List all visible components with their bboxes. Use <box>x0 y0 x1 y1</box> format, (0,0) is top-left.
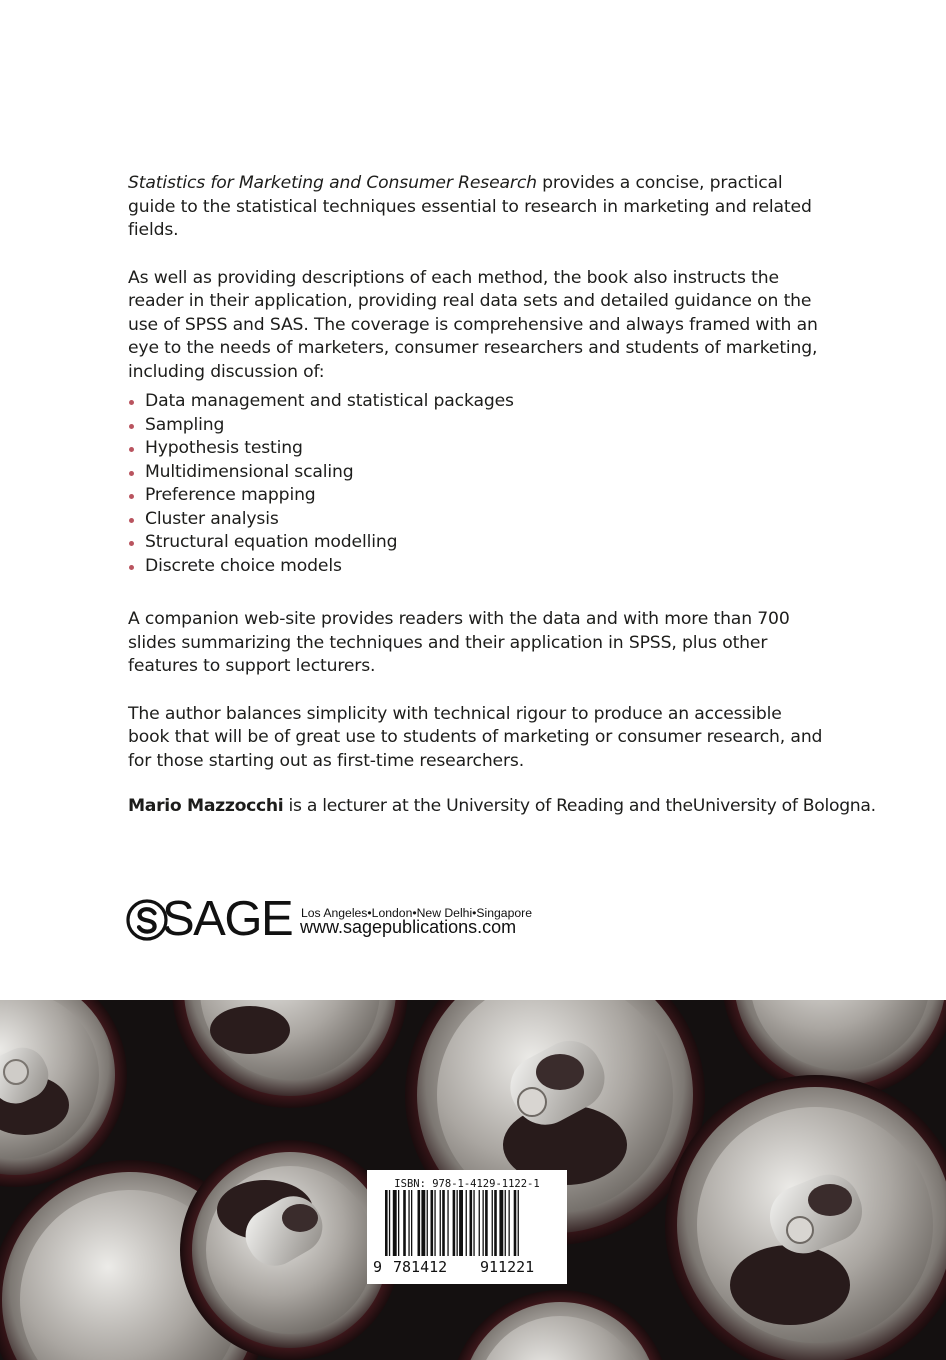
barcode-bar <box>479 1190 480 1256</box>
barcode-bar <box>509 1190 510 1256</box>
book-title: Statistics for Marketing and Consumer Research <box>128 173 537 193</box>
intro-text: provides a concise, practical guide to the statistical techniques essential to research in marketing and related fields. <box>128 173 812 240</box>
barcode-bar <box>403 1190 406 1256</box>
sage-wordmark: SAGE <box>162 892 293 946</box>
barcode-left-digits: 781412 <box>393 1258 448 1276</box>
list-item: Multidimensional scaling <box>128 461 828 485</box>
summary-paragraph: The author balances simplicity with technical rigour to produce an accessible book that will be of great use to students of marketing or consumer research, and for those starting out as first-time researchers. <box>128 703 823 771</box>
barcode-bar <box>453 1190 456 1256</box>
barcode-bar <box>389 1190 390 1256</box>
bullet-icon <box>129 541 134 546</box>
list-item: Preference mapping <box>128 484 828 508</box>
barcode-bar <box>514 1190 517 1256</box>
bullet-icon <box>129 565 134 570</box>
barcode-bar <box>483 1190 484 1256</box>
author-name: Mario Mazzocchi <box>128 796 284 816</box>
list-item: Hypothesis testing <box>128 437 828 461</box>
barcode-bar <box>411 1190 412 1256</box>
barcode-bar <box>485 1190 488 1256</box>
barcode-bar <box>431 1190 434 1256</box>
barcode-bar <box>440 1190 441 1256</box>
author-bio-text: is a lecturer at the University of Reading and theUniversity of Bologna. <box>283 796 876 816</box>
bullet-icon <box>129 447 134 452</box>
barcode-bar <box>442 1190 445 1256</box>
isbn-barcode-box <box>367 1170 567 1284</box>
bullet-icon <box>129 494 134 499</box>
barcode-bar <box>385 1190 388 1256</box>
barcode-bar <box>466 1190 467 1256</box>
barcode-bar <box>421 1190 425 1256</box>
bullet-icon <box>129 471 134 476</box>
publisher-cities: Los Angeles•London•New Delhi•Singapore <box>301 906 532 920</box>
intro-paragraph <box>128 172 828 243</box>
barcode-bar <box>457 1190 458 1256</box>
barcode-bar <box>447 1190 448 1256</box>
barcode-bar <box>499 1190 503 1256</box>
barcode-bar <box>492 1190 493 1256</box>
list-item: Sampling <box>128 414 828 438</box>
barcode-right-digits: 911221 <box>480 1258 535 1276</box>
back-cover-description <box>128 172 828 797</box>
topic-list <box>128 390 828 578</box>
cover-photo-cans <box>0 1000 946 1360</box>
list-item: Structural equation modelling <box>128 531 828 555</box>
barcode-bar <box>418 1190 421 1256</box>
barcode-bar <box>459 1190 463 1256</box>
barcode-bar <box>434 1190 435 1256</box>
barcode-bar <box>505 1190 506 1256</box>
barcode-bar <box>473 1190 474 1256</box>
isbn-label: ISBN: 978-1-4129-1122-1 <box>394 1178 540 1190</box>
barcode-bar <box>408 1190 409 1256</box>
barcode-bar <box>518 1190 519 1256</box>
bullet-icon <box>129 424 134 429</box>
barcode-bar <box>470 1190 473 1256</box>
list-item: Data management and statistical packages <box>128 390 828 414</box>
coverage-paragraph: As well as providing descriptions of each method, the book also instructs the reader in their application, providing real data sets and detailed guidance on the use of SPSS and SAS. The coverage is comprehensive and always framed with an eye to the needs of marketers, consumer researchers and students of marketing, including discussion of: <box>128 267 818 382</box>
author-bio <box>128 796 876 816</box>
bullet-icon <box>129 518 134 523</box>
companion-website-paragraph: A companion web-site provides readers with the data and with more than 700 slides summarizing the techniques and their application in SPSS, plus other features to support lecturers. <box>128 609 790 676</box>
barcode-bar <box>393 1190 397 1256</box>
barcode-bar <box>398 1190 399 1256</box>
barcode-bar <box>494 1190 497 1256</box>
barcode-bar <box>427 1190 428 1256</box>
barcode-icon <box>367 1190 567 1260</box>
list-item: Cluster analysis <box>128 508 828 532</box>
sage-logo <box>126 892 293 946</box>
publisher-url: www.sagepublications.com <box>300 917 517 937</box>
barcode-first-digit: 9 <box>373 1258 383 1276</box>
bullet-icon <box>129 400 134 405</box>
list-item: Discrete choice models <box>128 555 828 579</box>
